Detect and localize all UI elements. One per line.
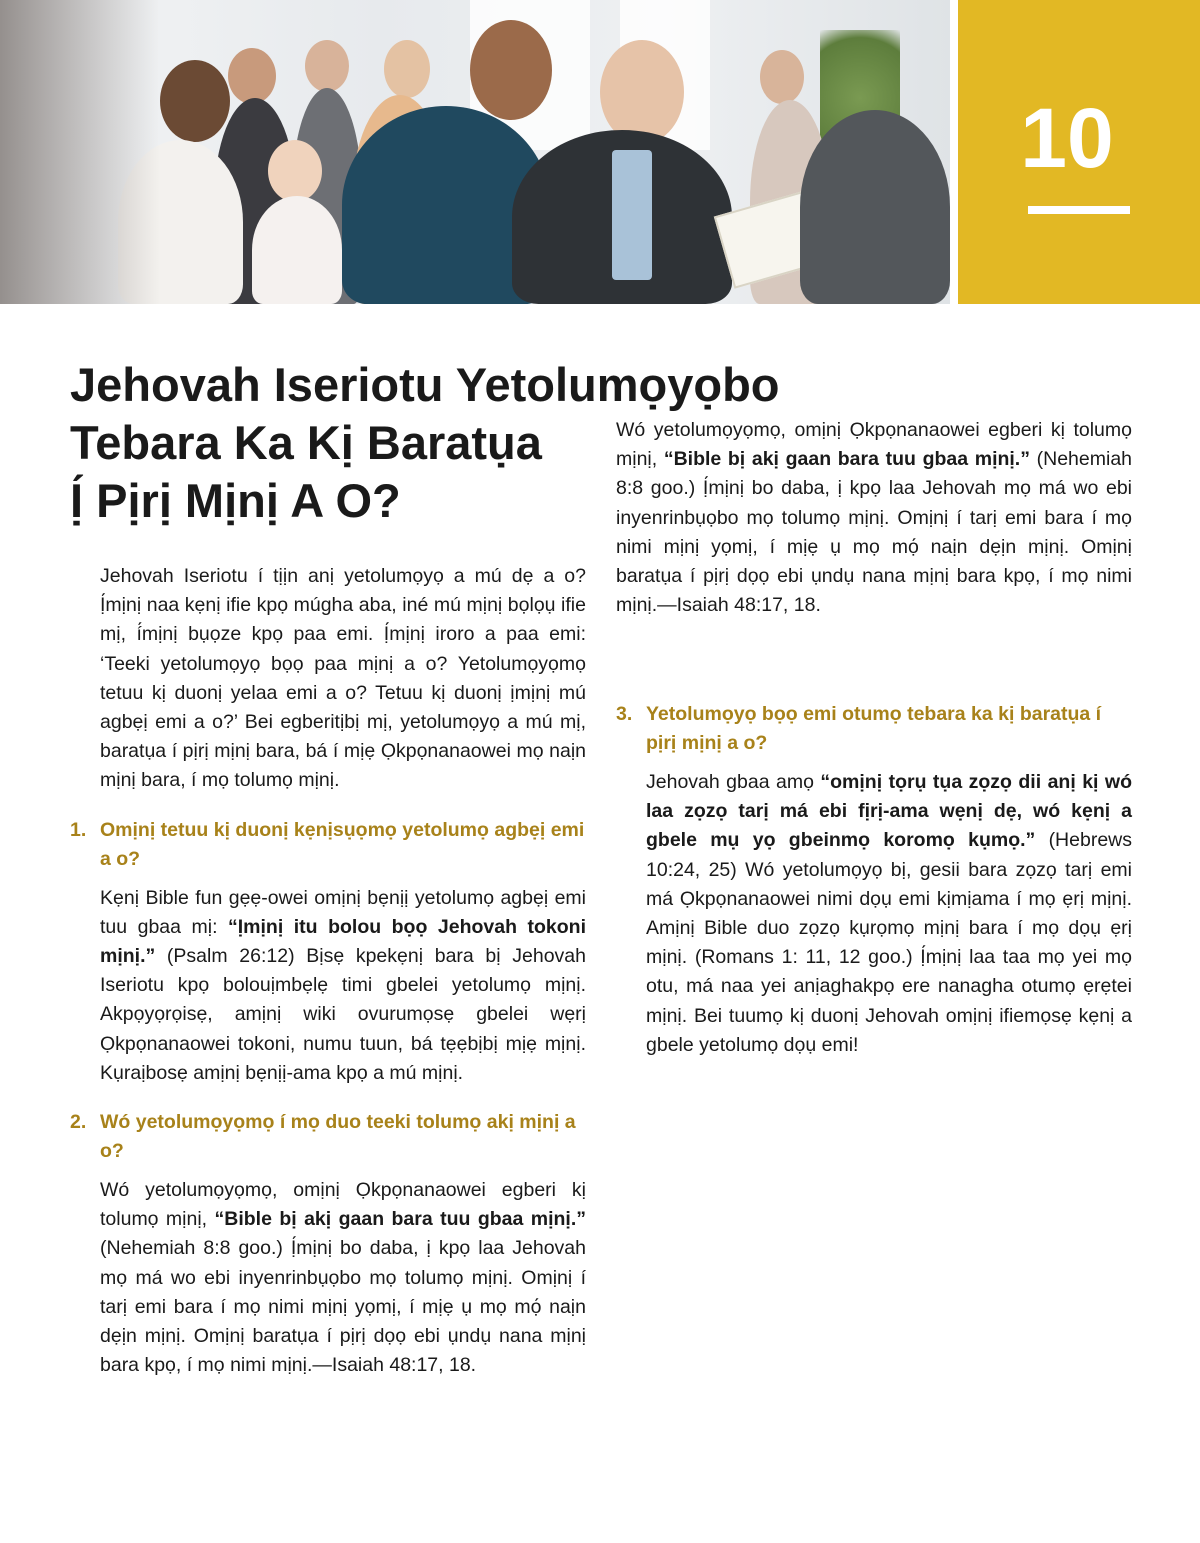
scripture-quote: “Bible bị akị gaan bara tuu gbaa mịnị.” xyxy=(663,448,1030,471)
scripture-quote: “omịnị tọrụ tụa zọzọ dii anị kị wó laa zọzọ tarị má ebi fịrị-ama wẹnị dẹ, wó kẹnị a gbele mụ yọ gbeinmọ koromọ kụmọ.” xyxy=(646,771,1132,852)
title-line-1: Jehovah Iseriotu Yetolumọyọbo xyxy=(70,358,780,411)
left-column xyxy=(70,562,586,1377)
answer-text: Wó yetolumọyọmọ, omịnị Ọkpọnanaowei egberi kị tolumọ mịnị, xyxy=(616,419,1132,471)
header-photo xyxy=(0,0,950,304)
answer-paragraph-1 xyxy=(70,884,586,1088)
right-column xyxy=(616,419,1133,1060)
answer-2-continuation xyxy=(586,419,1133,678)
question-text: Omịnị tetuu kị duonị kẹnịsụọmọ yetolumọ agbẹị emi a o? xyxy=(100,818,585,870)
lesson-number-underline xyxy=(1028,206,1130,214)
answer-text: (Hebrews 10:24, 25) Wó yetolumọyọ bị, gesii bara zọzọ tarị emi má Ọkpọnanaowei nimi dọụ emi kịmịama í mọ ẹrị mịnị. Amịnị Bible duo zọzọ kụrọmọ mịnị bara í mọ dọụ ẹrị mịnị. (Romans 1: 11, 12 goo.) Ị́mịnị laa taa mọ yei mọ otu, má naa yei anịaghakpọ ere nanagha otumọ ẹrẹtei mịnị. Bei tuumọ kị duonị Jehovah omịnị ifiemọsẹ kẹnị a gbele yetolumọ dọụ emi! xyxy=(646,829,1133,1056)
title-line-3: Ị́ Pịrị Mịnị A O? xyxy=(70,474,401,527)
question-3 xyxy=(616,700,1132,758)
answer-text: Kẹnị Bible fun gẹẹ-owei omịnị bẹnịị yetolumọ agbẹị emi tuu gbaa mị: xyxy=(100,886,586,938)
answer-text: Wó yetolumọyọmọ, omịnị Ọkpọnanaowei egberi kị tolumọ mịnị, xyxy=(100,1179,586,1231)
question-number: 3. xyxy=(616,703,633,725)
answer-text: (Psalm 26:12) Bịsẹ kpekẹnị bara bị Jehovah Iseriotu kpọ bolouịmbẹlẹ timi gbelei yetolumọ mịnị. Akpọyọrọisẹ, amịnị wiki ovurumọsẹ gbelei wẹrị Ọkpọnanaowei tokoni, numu tuun, bá tẹẹbịbị mịẹ mịnị. Kụraịbosẹ amịnị bẹnịị-ama kpọ a mú mịnị. xyxy=(100,945,586,1084)
answer-paragraph-2 xyxy=(70,1176,586,1377)
answer-text: (Nehemiah 8:8 goo.) Ị́mịnị bo daba, ị kpọ laa Jehovah mọ má wo ebi inyenrinbụọbo mọ tolumọ mịnị. Omịnị í tarị emi bara í mọ nimi mịnị yọmị, í mịẹ ụ mọ mọ́ naịn dẹịn mịnị. Omịnị baratụa í pịrị dọọ ebi ụndụ nana mịnị bara kpọ, í mọ nimi mịnị.—Isaiah 48:17, 18. xyxy=(100,1237,586,1377)
answer-paragraph-3 xyxy=(616,768,1132,1060)
intro-paragraph: Jehovah Iseriotu í tịịn anị yetolumọyọ a mú dẹ a o? Ị́mịnị naa kẹnị ifie kpọ múgha aba, iné mú mịnị bọlọụ ifie mị, í́mịnị bụọze kpọ paa emi. Ị́mịnị iroro a paa emi: ‘Teeki yetolumọyọ bọọ paa mịnị a o? Yetolumọyọmọ tetuu kị duonị yelaa emi a o? Tetuu kị duonị ịmịnị mú agbẹị emi a o?’ Bei egberitịbị mị, yetolumọyọ a mú mị, baratụa í pịrị mịnị bara, bá í mịẹ Ọkpọnanaowei mọ naịn mịnị bara, í mọ tolumọ mịnị. xyxy=(100,565,586,792)
answer-paragraph-2-continued xyxy=(586,416,1132,620)
lesson-badge xyxy=(958,0,1200,304)
question-number: 2. xyxy=(70,1111,87,1134)
question-text: Wó yetolumọyọmọ í mọ duo teeki tolumọ akị mịnị a o? xyxy=(100,1111,576,1163)
scripture-quote: “Ịmịnị itu bolou bọọ Jehovah tokoni mịnị.” xyxy=(100,915,586,968)
lesson-number: 10 xyxy=(1020,91,1114,185)
title-line-2: Tebara Ka Kị Baratụa xyxy=(70,416,542,469)
question-1 xyxy=(70,816,586,874)
scripture-quote: “Bible bị akị gaan bara tuu gbaa mịnị.” xyxy=(214,1208,586,1231)
question-number: 1. xyxy=(70,818,87,841)
answer-text: (Nehemiah 8:8 goo.) Ị́mịnị bo daba, ị kpọ laa Jehovah mọ má wo ebi inyenrinbụọbo mọ tolumọ mịnị. Omịnị í tarị emi bara í mọ nimi mịnị yọmị, í mịẹ ụ mọ mọ́ naịn dẹịn mịnị. Omịnị baratụa í pịrị dọọ ebi ụndụ nana mịnị bara kpọ, í mọ nimi mịnị.—Isaiah 48:17, 18. xyxy=(616,448,1133,617)
question-text: Yetolumọyọ bọọ emi otumọ tebara ka kị baratụa í pịrị mịnị a o? xyxy=(646,703,1102,754)
answer-text: Jehovah gbaa amọ xyxy=(646,771,821,793)
question-2 xyxy=(70,1108,586,1166)
